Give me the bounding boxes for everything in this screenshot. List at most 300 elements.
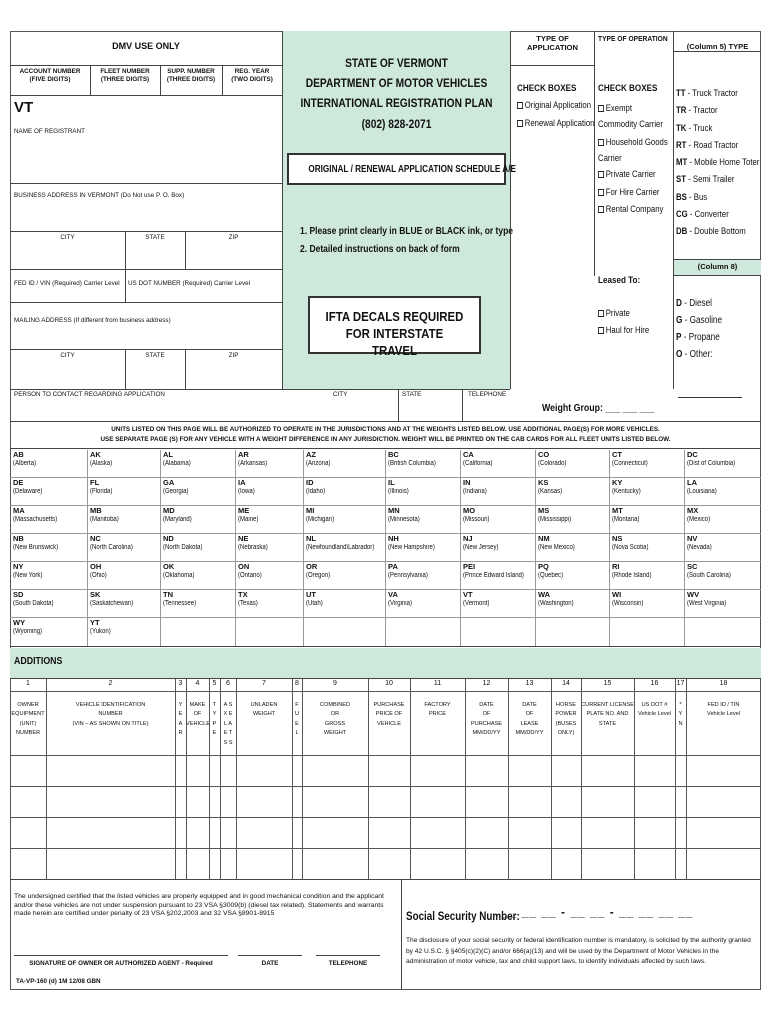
- jurisdiction-name: (Illinois): [388, 488, 409, 495]
- jurisdiction-name: (Dist of Columbia): [687, 460, 736, 467]
- jurisdiction-name: (Tennessee): [163, 600, 197, 607]
- renewal-application-label: Renewal Application: [524, 118, 595, 128]
- jurisdiction-code: MN: [388, 506, 400, 515]
- column8-item: [676, 346, 746, 363]
- column-number: 4: [195, 680, 200, 687]
- zip-label: ZIP: [228, 234, 239, 241]
- jurisdiction-name: (Massachusetts): [13, 516, 58, 523]
- jurisdiction-cell[interactable]: [538, 534, 608, 562]
- jurisdiction-code: GA: [163, 478, 175, 487]
- jurisdiction-name: (Oklahoma): [163, 572, 195, 579]
- jurisdiction-cell[interactable]: [90, 478, 159, 506]
- jurisdiction-cell[interactable]: [687, 562, 760, 590]
- jurisdiction-code: KS: [538, 478, 549, 487]
- state-label: STATE: [145, 234, 165, 241]
- column5-code: BS: [676, 191, 687, 203]
- column-number: 3: [178, 680, 183, 687]
- jurisdiction-code: RI: [612, 562, 620, 571]
- column-header: Y E A R: [178, 702, 183, 737]
- jurisdiction-cell[interactable]: [13, 590, 86, 618]
- jurisdiction-cell: [238, 618, 302, 646]
- private-carrier-checkbox[interactable]: [598, 171, 604, 178]
- jurisdiction-name: (Maryland): [163, 516, 192, 523]
- jurisdiction-name: (Wyoming): [13, 628, 43, 635]
- jurisdiction-code: IN: [463, 478, 471, 487]
- jurisdiction-name: (Indiana): [463, 488, 487, 495]
- ssn-field[interactable]: __ __ __ - __ __ - __ __ __ __: [502, 905, 694, 919]
- jurisdiction-name: (California): [463, 460, 493, 467]
- column5-item: [676, 85, 750, 102]
- jurisdiction-code: MI: [306, 506, 315, 515]
- jurisdiction-code: WY: [13, 618, 26, 627]
- exempt-commodity-label: Exempt Commodity Carrier: [598, 103, 663, 129]
- dmv-use-title: DMV USE ONLY: [112, 41, 180, 51]
- jurisdiction-code: OH: [90, 562, 102, 571]
- jurisdiction-code: FL: [90, 478, 100, 487]
- jurisdiction-cell: [687, 618, 760, 646]
- jurisdiction-code: NB: [13, 534, 24, 543]
- weight-group-label: Weight Group: ___ ___ ___: [542, 403, 655, 414]
- column-header: US DOT # Vehicle Level: [638, 702, 671, 718]
- column8-code: D: [676, 298, 682, 309]
- jurisdiction-name: (Nevada): [687, 544, 712, 551]
- disclosure-text: The disclosure of your social security or federal identification number is mandatory, is solicited by the authority granted by 42 U.S.C. § §405(c)(2)(C) and/or 666(a)(13) and will be used by the Department of Motor Vehicles in the administration of motor vehicle, tax and child support laws, to identify individuals affected by such laws.: [406, 937, 751, 965]
- jurisdiction-cell[interactable]: [612, 590, 683, 618]
- column-number: 13: [525, 680, 534, 687]
- column-header: OWNER EQUIPMENT (UNIT) NUMBER: [11, 702, 45, 737]
- jurisdiction-cell[interactable]: [306, 534, 384, 562]
- household-goods-option[interactable]: [598, 134, 669, 166]
- jurisdiction-cell[interactable]: [163, 562, 234, 590]
- jurisdiction-code: LA: [687, 478, 697, 487]
- app-check-boxes-label: CHECK BOXES: [517, 83, 577, 93]
- operation-type-section: [595, 31, 673, 389]
- name-of-registrant-label: NAME OF REGISTRANT: [14, 128, 86, 135]
- jurisdiction-name: (Virginia): [388, 600, 412, 607]
- vehicle-entry-row[interactable]: [10, 756, 761, 786]
- jurisdiction-cell[interactable]: [463, 450, 534, 478]
- jurisdiction-code: AK: [90, 450, 101, 459]
- original-application-option[interactable]: [517, 100, 591, 111]
- jurisdiction-cell[interactable]: [538, 590, 608, 618]
- jurisdiction-code: NH: [388, 534, 399, 543]
- column-number: 6: [226, 680, 230, 687]
- jurisdiction-cell[interactable]: [90, 590, 159, 618]
- jurisdiction-code: PA: [388, 562, 398, 571]
- column8-desc: - Gasoline: [682, 315, 723, 326]
- ifta-text: IFTA DECALS REQUIRED FOR INTERSTATE TRAVEL: [325, 309, 464, 358]
- column-header: COMBINED OR GROSS WEIGHT: [319, 702, 351, 737]
- signature-field[interactable]: [14, 935, 228, 955]
- vehicle-entry-row[interactable]: [10, 787, 761, 817]
- jurisdiction-code: MA: [13, 506, 25, 515]
- jurisdiction-cell[interactable]: [463, 478, 534, 506]
- jurisdiction-name: (Colorado): [538, 460, 567, 467]
- jurisdiction-cell[interactable]: [463, 506, 534, 534]
- supp-number-label: SUPP. NUMBER (THREE DIGITS): [166, 68, 216, 83]
- jurisdiction-name: (Texas): [238, 600, 258, 607]
- jurisdiction-name: (Ohio): [90, 572, 107, 579]
- jurisdiction-name: (Alberta): [13, 460, 37, 467]
- jurisdiction-cell[interactable]: [612, 534, 683, 562]
- jurisdiction-name: (Arkansas): [238, 460, 268, 467]
- column8-title: (Column 8): [697, 262, 738, 271]
- jurisdiction-name: (Saskatchewan): [90, 600, 134, 607]
- jurisdiction-cell[interactable]: [538, 450, 608, 478]
- household-goods-label: Household Goods Carrier: [598, 137, 668, 163]
- column-number: 18: [719, 680, 728, 687]
- jurisdiction-name: (Maine): [238, 516, 259, 523]
- instruction-1: 1. Please print clearly in BLUE or BLACK ink, or type: [300, 226, 514, 237]
- header-line-1: STATE OF VERMONT: [345, 56, 448, 70]
- op-check-boxes-label: CHECK BOXES: [598, 83, 658, 93]
- private-carrier-label: Private Carrier: [605, 169, 656, 179]
- jurisdiction-cell[interactable]: [163, 534, 234, 562]
- jurisdiction-code: NE: [238, 534, 249, 543]
- instruction-2: 2. Detailed instructions on back of form: [300, 244, 460, 255]
- contact-person-field[interactable]: [10, 398, 330, 420]
- for-hire-carrier-label: For Hire Carrier: [605, 187, 660, 197]
- exempt-commodity-option[interactable]: [598, 100, 669, 132]
- jurisdiction-cell[interactable]: [13, 478, 86, 506]
- business-address-field[interactable]: [10, 191, 282, 231]
- jurisdiction-cell[interactable]: [687, 478, 760, 506]
- jurisdiction-name: (Alabama): [163, 460, 191, 467]
- column-number: 1: [26, 680, 30, 687]
- column8-desc: - Other:: [682, 349, 713, 360]
- dmv-use-section: [10, 31, 282, 389]
- column5-desc: - Road Tractor: [686, 139, 739, 151]
- jurisdiction-cell[interactable]: [463, 562, 534, 590]
- original-application-checkbox[interactable]: [517, 102, 523, 109]
- jurisdiction-name: (New Jersey): [463, 544, 499, 551]
- column8-code: P: [676, 332, 682, 343]
- column-header: FED ID / TIN Vehicle Level: [707, 702, 740, 718]
- header-panel: [283, 31, 516, 389]
- jurisdiction-name: (Louisiana): [687, 488, 717, 495]
- jurisdiction-name: (Pennsylvania): [388, 572, 428, 579]
- column5-code: ST: [676, 174, 686, 186]
- jurisdiction-cell[interactable]: [13, 618, 86, 646]
- jurisdiction-cell[interactable]: [13, 534, 86, 562]
- jurisdiction-code: PEI: [463, 562, 476, 571]
- column5-desc: - Truck: [686, 122, 713, 134]
- jurisdiction-cell[interactable]: [90, 618, 159, 646]
- jurisdiction-cell[interactable]: [238, 534, 302, 562]
- jurisdiction-cell[interactable]: [388, 506, 459, 534]
- jurisdiction-name: (Connecticut): [612, 460, 648, 467]
- jurisdiction-cell[interactable]: [538, 562, 608, 590]
- account-number-label: ACCOUNT NUMBER (FIVE DIGITS): [19, 68, 81, 83]
- column-number: 5: [212, 680, 217, 687]
- column8-item: [676, 329, 746, 346]
- jurisdiction-name: (Idaho): [306, 488, 326, 495]
- jurisdiction-code: MT: [612, 506, 623, 515]
- haul-for-hire-checkbox[interactable]: [598, 327, 604, 334]
- column-header: DATE OF LEASE MM/DD/YY: [515, 702, 544, 737]
- jurisdiction-name: (Montana): [612, 516, 640, 523]
- jurisdiction-cell: [463, 618, 534, 646]
- column5-desc: - Bus: [686, 191, 708, 203]
- jurisdiction-cell[interactable]: [163, 590, 234, 618]
- contact-state-label: STATE: [402, 391, 422, 398]
- leased-private-checkbox[interactable]: [598, 310, 604, 317]
- name-of-registrant-field[interactable]: [10, 125, 282, 183]
- jurisdiction-code: AB: [13, 450, 24, 459]
- jurisdiction-cell[interactable]: [90, 450, 159, 478]
- header-line-4: (802) 828-2071: [361, 117, 432, 131]
- jurisdiction-name: (New Mexico): [538, 544, 575, 551]
- jurisdiction-code: DE: [13, 478, 24, 487]
- jurisdiction-code: IL: [388, 478, 395, 487]
- jurisdiction-name: (Missouri): [463, 516, 490, 523]
- jurisdiction-cell[interactable]: [388, 562, 459, 590]
- jurisdiction-code: AZ: [306, 450, 316, 459]
- jurisdiction-code: SC: [687, 562, 698, 571]
- zip-label-2: ZIP: [228, 352, 239, 359]
- jurisdiction-name: (New Brunswick): [13, 544, 59, 551]
- jurisdiction-cell[interactable]: [612, 506, 683, 534]
- renewal-application-checkbox[interactable]: [517, 120, 523, 127]
- jurisdiction-code: NM: [538, 534, 550, 543]
- jurisdiction-cell[interactable]: [687, 506, 760, 534]
- jurisdiction-cell[interactable]: [388, 534, 459, 562]
- jurisdiction-code: WI: [612, 590, 622, 599]
- units-note-1: UNITS LISTED ON THIS PAGE WILL BE AUTHORIZED TO OPERATE IN THE JURISDICTIONS AND AT THE WEIGHTS LISTED BELOW. USE ADDITIONAL PAGE(S) FOR MORE VEHICLES.: [111, 426, 660, 433]
- column5-desc: - Semi Trailer: [685, 174, 735, 186]
- jurisdiction-cell[interactable]: [612, 562, 683, 590]
- haul-for-hire-option[interactable]: [598, 325, 649, 336]
- jurisdiction-name: (Utah): [306, 600, 323, 607]
- contact-telephone-label: TELEPHONE: [468, 391, 507, 398]
- leased-private-option[interactable]: [598, 308, 630, 319]
- jurisdiction-cell[interactable]: [238, 506, 302, 534]
- jurisdiction-code: ND: [163, 534, 174, 543]
- column-number: 11: [433, 680, 442, 687]
- application-type-title: TYPE OF APPLICATION: [527, 34, 578, 52]
- operation-type-title: TYPE OF OPERATION: [598, 34, 668, 43]
- jurisdictions-grid: [10, 450, 761, 646]
- jurisdiction-name: (Vermont): [463, 600, 490, 607]
- jurisdiction-name: (South Carolina): [687, 572, 731, 579]
- vehicle-entry-row[interactable]: [10, 818, 761, 848]
- column5-code: TR: [676, 105, 687, 117]
- jurisdiction-cell[interactable]: [306, 506, 384, 534]
- ssn-label: Social Security Number:: [406, 909, 520, 923]
- jurisdiction-name: (British Columbia): [388, 460, 436, 467]
- column-header: VEHICLE IDENTIFICATION NUMBER (VIN – AS SHOWN ON TITLE): [72, 702, 149, 727]
- for-hire-carrier-checkbox[interactable]: [598, 189, 604, 196]
- jurisdiction-name: (New York): [13, 572, 43, 579]
- jurisdiction-name: (Kentucky): [612, 488, 641, 495]
- jurisdiction-cell[interactable]: [388, 590, 459, 618]
- haul-for-hire-label: Haul for Hire: [605, 325, 650, 335]
- jurisdiction-code: MD: [163, 506, 175, 515]
- jurisdiction-name: (Rhode Island): [612, 572, 652, 579]
- for-hire-carrier-option[interactable]: [598, 187, 660, 198]
- jurisdiction-cell[interactable]: [463, 590, 534, 618]
- leased-private-label: Private: [605, 308, 630, 318]
- jurisdiction-name: (Arizona): [306, 460, 331, 467]
- jurisdiction-code: NY: [13, 562, 24, 571]
- column-number: 14: [562, 680, 570, 687]
- jurisdiction-cell[interactable]: [463, 534, 534, 562]
- jurisdiction-code: CO: [538, 450, 550, 459]
- additions-table: [10, 679, 761, 879]
- column5-item: [676, 171, 750, 188]
- jurisdiction-cell: [538, 618, 608, 646]
- jurisdiction-cell[interactable]: [687, 590, 760, 618]
- jurisdiction-cell[interactable]: [306, 450, 384, 478]
- units-note-2: USE SEPARATE PAGE (S) FOR ANY VEHICLE WITH A WEIGHT DIFFERENCE IN ANY JURISDICTION. WEIGHT WILL BE PRINTED ON THE CAB CARDS FOR ALL FLEET UNITS LISTED BELOW.: [100, 436, 671, 443]
- jurisdiction-cell[interactable]: [13, 506, 86, 534]
- column-number: 10: [385, 680, 393, 687]
- column5-item: [676, 223, 750, 240]
- jurisdiction-code: PQ: [538, 562, 549, 571]
- jurisdiction-cell: [388, 618, 459, 646]
- jurisdiction-name: (Wisconsin): [612, 600, 644, 607]
- column-header: * Y N: [678, 702, 683, 727]
- jurisdiction-cell[interactable]: [90, 534, 159, 562]
- column5-item: [676, 102, 750, 119]
- private-carrier-option[interactable]: [598, 169, 656, 180]
- header-line-3: INTERNATIONAL REGISTRATION PLAN: [300, 96, 493, 110]
- jurisdiction-code: BC: [388, 450, 399, 459]
- jurisdiction-cell[interactable]: [238, 450, 302, 478]
- jurisdiction-code: TX: [238, 590, 248, 599]
- jurisdiction-cell[interactable]: [90, 506, 159, 534]
- jurisdiction-name: (Mexico): [687, 516, 711, 523]
- column-header: T Y P E: [212, 702, 217, 737]
- jurisdiction-cell[interactable]: [163, 450, 234, 478]
- column5-code: TK: [676, 122, 687, 134]
- column-header: A S X E L A E T S S: [223, 702, 233, 746]
- jurisdiction-code: UT: [306, 590, 316, 599]
- jurisdiction-cell[interactable]: [538, 506, 608, 534]
- jurisdiction-name: (Florida): [90, 488, 113, 495]
- jurisdiction-code: NJ: [463, 534, 473, 543]
- jurisdiction-name: (Prince Edward Island): [463, 572, 524, 579]
- jurisdiction-cell[interactable]: [538, 478, 608, 506]
- exempt-commodity-checkbox[interactable]: [598, 105, 604, 112]
- jurisdiction-cell: [163, 618, 234, 646]
- state-label-2: STATE: [145, 352, 165, 359]
- form-id: TA-VP-160 (d) 1M 12/08 GBN: [16, 978, 101, 985]
- date-label: DATE: [261, 960, 279, 967]
- column5-desc: - Tractor: [686, 105, 718, 117]
- jurisdiction-code: AL: [163, 450, 173, 459]
- column5-desc: - Converter: [687, 209, 729, 221]
- column8-list: [676, 295, 761, 363]
- jurisdiction-code: CA: [463, 450, 474, 459]
- jurisdiction-code: IA: [238, 478, 246, 487]
- jurisdiction-cell[interactable]: [13, 450, 86, 478]
- jurisdiction-name: (Georgia): [163, 488, 189, 495]
- column5-item: [676, 137, 750, 154]
- jurisdiction-cell[interactable]: [687, 534, 760, 562]
- fleet-number-label: FLEET NUMBER (THREE DIGITS): [100, 68, 150, 83]
- state-code: VT: [14, 99, 34, 116]
- jurisdiction-cell[interactable]: [163, 506, 234, 534]
- jurisdiction-name: (Kansas): [538, 488, 563, 495]
- jurisdiction-code: MX: [687, 506, 699, 515]
- jurisdiction-name: (Quebec): [538, 572, 564, 579]
- column-header: MAKE OF VEHICLE: [186, 702, 210, 727]
- jurisdiction-cell[interactable]: [612, 478, 683, 506]
- column-header: DATE OF PURCHASE MM/DD/YY: [470, 702, 503, 737]
- jurisdiction-cell[interactable]: [238, 478, 302, 506]
- column-header: HORSE POWER (BUSES ONLY): [555, 702, 577, 737]
- leased-to-label: Leased To:: [598, 275, 641, 285]
- jurisdiction-name: (New Hampshire): [388, 544, 435, 551]
- jurisdiction-code: ID: [306, 478, 314, 487]
- jurisdiction-code: ON: [238, 562, 250, 571]
- column8-item: [676, 295, 746, 312]
- jurisdiction-cell[interactable]: [90, 562, 159, 590]
- ifta-box: [308, 296, 481, 358]
- column-header: FACTORY PRICE: [424, 702, 451, 718]
- jurisdiction-cell[interactable]: [306, 590, 384, 618]
- schedule-box: [287, 153, 516, 185]
- city-label-2: CITY: [60, 352, 75, 359]
- jurisdiction-code: DC: [687, 450, 698, 459]
- rental-company-option[interactable]: [598, 204, 663, 215]
- jurisdiction-cell[interactable]: [306, 478, 384, 506]
- mailing-address-label: MAILING ADDRESS (If different from business address): [14, 317, 171, 324]
- additions-bar: [10, 648, 761, 678]
- jurisdiction-code: WV: [687, 590, 700, 599]
- jurisdiction-cell[interactable]: [687, 450, 760, 478]
- signature-label: SIGNATURE OF OWNER OR AUTHORIZED AGENT - Required: [29, 960, 213, 967]
- jurisdiction-name: (Oregon): [306, 572, 331, 579]
- jurisdiction-code: MS: [538, 506, 550, 515]
- jurisdiction-cell[interactable]: [238, 562, 302, 590]
- renewal-application-option[interactable]: [517, 118, 594, 129]
- column-number: 8: [295, 680, 299, 687]
- jurisdiction-cell[interactable]: [163, 478, 234, 506]
- jurisdiction-cell[interactable]: [388, 478, 459, 506]
- jurisdiction-cell[interactable]: [238, 590, 302, 618]
- schedule-title: ORIGINAL / RENEWAL APPLICATION SCHEDULE A/E: [308, 164, 516, 175]
- jurisdiction-cell[interactable]: [612, 450, 683, 478]
- jurisdiction-code: MO: [463, 506, 476, 515]
- jurisdiction-code: OK: [163, 562, 175, 571]
- jurisdiction-cell[interactable]: [306, 562, 384, 590]
- header-line-2: DEPARTMENT OF MOTOR VEHICLES: [305, 76, 488, 90]
- jurisdiction-code: VT: [463, 590, 473, 599]
- jurisdiction-cell[interactable]: [388, 450, 459, 478]
- jurisdiction-name: (Yukon): [90, 628, 111, 635]
- jurisdiction-name: (South Dakota): [13, 600, 54, 607]
- contact-person-label: PERSON TO CONTACT REGARDING APPLICATION: [14, 391, 165, 398]
- jurisdiction-code: YT: [90, 618, 100, 627]
- jurisdiction-code: MB: [90, 506, 102, 515]
- fed-id-label: FED ID / VIN (Required) Carrier Level: [14, 280, 120, 287]
- jurisdiction-code: NL: [306, 534, 316, 543]
- city-label: CITY: [60, 234, 75, 241]
- vehicle-entry-row[interactable]: [10, 849, 761, 879]
- column-header: PURCHASE PRICE OF VEHICLE: [373, 702, 405, 727]
- jurisdiction-cell[interactable]: [13, 562, 86, 590]
- column-header: UNLADEN WEIGHT: [250, 702, 278, 718]
- household-goods-checkbox[interactable]: [598, 139, 604, 146]
- jurisdiction-code: NC: [90, 534, 101, 543]
- column5-code: DB: [676, 226, 688, 238]
- jurisdiction-name: (Nebraska): [238, 544, 268, 551]
- rental-company-checkbox[interactable]: [598, 206, 604, 213]
- column8-desc: - Propane: [681, 332, 720, 343]
- column5-code: CG: [676, 209, 688, 221]
